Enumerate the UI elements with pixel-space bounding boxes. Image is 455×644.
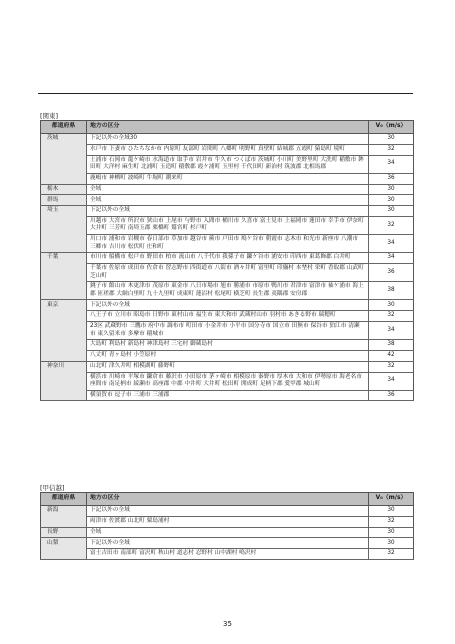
prefecture-cell: 群馬: [41, 195, 87, 206]
prefecture-cell: 茨城: [41, 134, 87, 185]
table-row: [41, 538, 414, 549]
prefecture-cell: 新潟: [41, 506, 87, 528]
area-cell: 下記以外の全域: [87, 300, 369, 311]
table-row: [41, 311, 414, 322]
header-prefecture: 都道府県: [41, 493, 87, 506]
table-row: [41, 173, 414, 184]
area-cell: 鹿嶋市 神栖町 波崎町 牛堀町 潮来町: [87, 173, 369, 184]
wind-speed-cell: 30: [369, 195, 414, 206]
wind-speed-cell: 32: [369, 311, 414, 322]
table-row: [41, 282, 414, 300]
section-label-kanto: [関東]: [40, 112, 59, 120]
table-row: [41, 516, 414, 527]
wind-speed-cell: 32: [369, 144, 414, 155]
area-cell: 八丈町 青ヶ島村 小笠原村: [87, 350, 369, 361]
area-cell: 下記以外の全域30: [87, 134, 369, 145]
prefecture-cell: 千葉: [41, 253, 87, 300]
area-cell: 全域: [87, 195, 369, 206]
prefecture-cell: 栃木: [41, 184, 87, 195]
header-wind-speed: V₀（m/s）: [369, 121, 414, 134]
table-row: [41, 549, 414, 560]
wind-speed-cell: 30: [369, 527, 414, 538]
prefecture-cell: 埼玉: [41, 206, 87, 253]
table-row: [41, 506, 414, 517]
wind-speed-cell: 42: [369, 350, 414, 361]
table-row: [41, 235, 414, 253]
table-row: [41, 155, 414, 173]
table-row: [41, 340, 414, 351]
prefecture-cell: 山梨: [41, 538, 87, 560]
wind-speed-cell: 30: [369, 206, 414, 217]
area-cell: 市川市 船橋市 松戸市 野田市 柏市 流山市 八千代市 我孫子市 鎌ケ谷市 浦安市 印西市 東葛飾郡 白井町: [87, 253, 369, 264]
wind-speed-table-koshinetsu: [40, 492, 414, 560]
area-cell: 川越市 大宮市 所沢市 狭山市 上尾市 与野市 入間市 桶川市 久喜市 富士見市 上福岡市 蓮田市 幸手市 伊奈町 大井町 三芳町 南埼玉郡 栗橋町 鷲宮町 杉戸町: [87, 216, 369, 234]
area-cell: 千葉市 佐原市 成田市 佐倉市 習志野市 四街道市 八街市 酒々井町 富里町 印旛村 本埜村 栄町 香取郡 山武町 芝山町: [87, 264, 369, 282]
table-row: [41, 350, 414, 361]
table-row: [41, 206, 414, 217]
table-row: [41, 195, 414, 206]
wind-speed-cell: 30: [369, 300, 414, 311]
area-cell: 水戸市 下妻市 ひたちなか市 内原町 友部町 岩間町 八郷町 明野町 真壁町 結城郡 五霞町 猿島町 境町: [87, 144, 369, 155]
area-cell: 銚子市 館山市 木更津市 茂原市 東金市 八日市場市 旭市 勝浦市 市原市 鴨川市 君津市 富津市 袖ケ浦市 海上郡 匝瑳郡 大網白里町 九十九里町 成東町 蓮沼村 松尾町 横芝町 長生郡 夷隅郡 安房郡: [87, 282, 369, 300]
area-cell: 全域: [87, 527, 369, 538]
area-cell: 23区 武蔵野市 三鷹市 府中市 調布市 町田市 小金井市 小平市 国分寺市 国立市 田無市 保谷市 狛江市 清瀬市 東久留米市 多摩市 稲城市: [87, 321, 369, 339]
section-label-koshinetsu: [甲信越]: [40, 484, 65, 492]
wind-speed-cell: 32: [369, 361, 414, 372]
wind-speed-cell: 30: [369, 134, 414, 145]
table-row: [41, 253, 414, 264]
wind-speed-cell: 34: [369, 155, 414, 173]
wind-speed-cell: 34: [369, 372, 414, 390]
table-row: [41, 300, 414, 311]
prefecture-cell: 東京: [41, 300, 87, 361]
table-row: [41, 264, 414, 282]
table-row: [41, 372, 414, 390]
area-cell: 川口市 浦和市 岩槻市 春日部市 草加市 越谷市 蕨市 戸田市 鳩ケ谷市 朝霞市 志木市 和光市 新座市 八潮市 三郷市 吉川市 松伏町 庄和町: [87, 235, 369, 253]
area-cell: 富士吉田市 南部町 富沢町 秋山村 道志村 忍野村 山中湖村 鳴沢村: [87, 549, 369, 560]
header-area: 地方の区分: [87, 121, 369, 134]
area-cell: 横浜市 川崎市 平塚市 鎌倉市 藤沢市 小田原市 茅ヶ崎市 相模原市 秦野市 厚木市 大和市 伊勢原市 海老名市 座間市 南足柄市 綾瀬市 高座郡 中郡 中井町 大井町 松田町 開成町 足柄下郡 愛甲郡 城山町: [87, 372, 369, 390]
wind-speed-cell: 36: [369, 264, 414, 282]
table-row: [41, 144, 414, 155]
area-cell: 大島町 利島村 新島村 神津島村 三宅村 御蔵島村: [87, 340, 369, 351]
area-cell: 両津市 佐渡郡 山北町 粟島浦村: [87, 516, 369, 527]
wind-speed-cell: 32: [369, 216, 414, 234]
wind-speed-cell: 34: [369, 235, 414, 253]
wind-speed-cell: 36: [369, 173, 414, 184]
area-cell: 八王子市 立川市 昭島市 日野市 東村山市 福生市 東大和市 武蔵村山市 羽村市 あきる野市 瑞穂町: [87, 311, 369, 322]
prefecture-cell: 神奈川: [41, 361, 87, 401]
area-cell: 下記以外の全域: [87, 506, 369, 517]
header-wind-speed: V₀（m/s）: [369, 493, 414, 506]
wind-speed-cell: 34: [369, 253, 414, 264]
wind-speed-cell: 38: [369, 282, 414, 300]
table-row: [41, 321, 414, 339]
wind-speed-cell: 30: [369, 184, 414, 195]
table-row: [41, 216, 414, 234]
table-row: [41, 134, 414, 145]
header-prefecture: 都道府県: [41, 121, 87, 134]
area-cell: 山北町 津久井町 相模湖町 藤野町: [87, 361, 369, 372]
table-row: [41, 390, 414, 401]
area-cell: 全域: [87, 184, 369, 195]
wind-speed-cell: 30: [369, 538, 414, 549]
wind-speed-cell: 32: [369, 549, 414, 560]
area-cell: 土浦市 石岡市 龍ケ崎市 水海道市 取手市 岩井市 牛久市 つくば市 茨城町 小川町 美野里町 大洗町 稲敷市 鉾田町 大洋村 麻生町 北浦町 玉造町 稲敷郡 霞ケ浦町 玉里村 千代田町 新治村 筑波郡 北相馬郡: [87, 155, 369, 173]
page-number: 35: [223, 620, 232, 628]
wind-speed-table-kanto: [40, 120, 414, 401]
wind-speed-cell: 38: [369, 340, 414, 351]
table-row: [41, 184, 414, 195]
header-area: 地方の区分: [87, 493, 369, 506]
table-row: [41, 527, 414, 538]
wind-speed-cell: 34: [369, 321, 414, 339]
wind-speed-cell: 32: [369, 516, 414, 527]
wind-speed-cell: 36: [369, 390, 414, 401]
table-row: [41, 361, 414, 372]
wind-speed-cell: 30: [369, 506, 414, 517]
area-cell: 下記以外の全域: [87, 538, 369, 549]
area-cell: 下記以外の全域: [87, 206, 369, 217]
top-rule: [38, 93, 413, 94]
area-cell: 横須賀市 逗子市 三浦市 三浦郡: [87, 390, 369, 401]
prefecture-cell: 長野: [41, 527, 87, 538]
